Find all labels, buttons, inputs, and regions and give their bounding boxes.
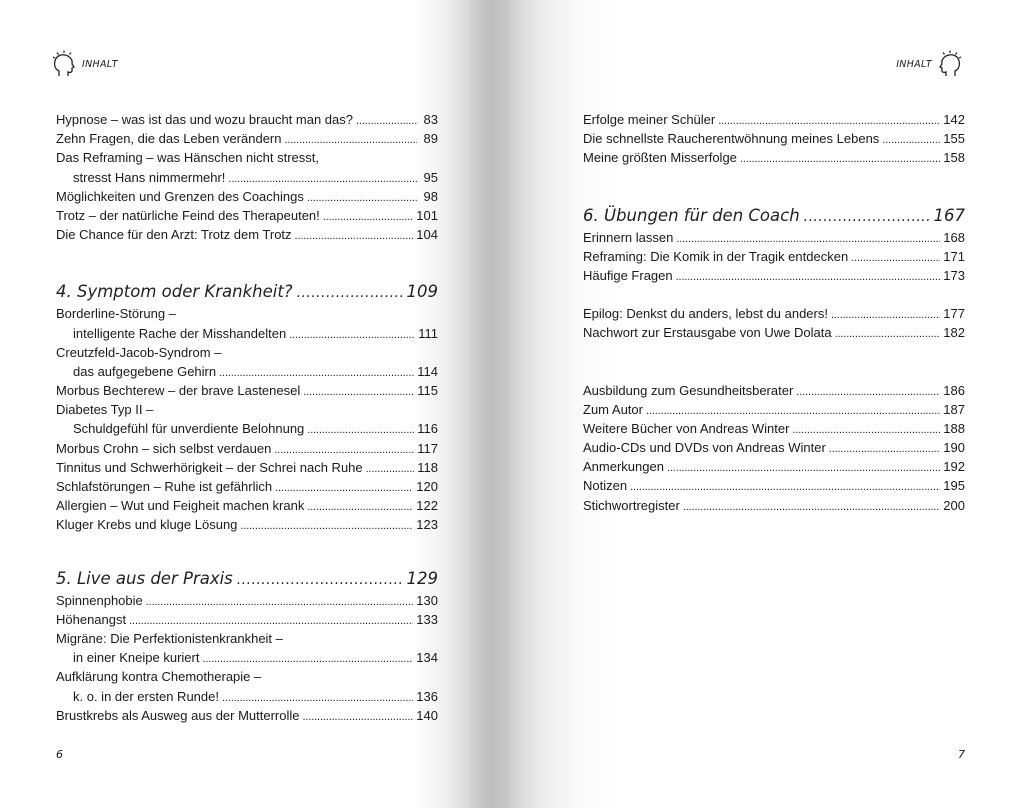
toc-entry[interactable]: Die Chance für den Arzt: Trotz dem Trotz . . . 104 <box>56 225 438 244</box>
toc-entry[interactable]: Häufige Fragen . . . 173 <box>583 266 965 285</box>
toc-entry[interactable]: Notizen . . . 195 <box>583 476 965 495</box>
toc-entry[interactable]: Epilog: Denkst du anders, lebst du anders! . . . 177 <box>583 304 965 323</box>
toc-entry[interactable]: Morbus Crohn – sich selbst verdauen . . . 117 <box>56 439 438 458</box>
right-running-header <box>896 50 962 78</box>
toc-entry[interactable]: Hypnose – was ist das und wozu braucht man das? . . . 83 <box>56 110 438 129</box>
toc-entry[interactable]: Morbus Bechterew – der brave Lastenesel . . . 115 <box>56 381 438 400</box>
toc-entry[interactable]: Meine größten Misserfolge . . . 158 <box>583 148 965 167</box>
toc-entry[interactable]: Brustkrebs als Ausweg aus der Mutterrolle . . . 140 <box>56 706 438 725</box>
running-header-label: INHALT <box>896 58 932 70</box>
head-thinking-icon <box>936 50 962 78</box>
toc-entry[interactable]: Höhenangst . . . 133 <box>56 610 438 629</box>
toc-entry[interactable]: Borderline-Störung – intelligente Rache der Misshandelten . . . 111 <box>56 304 438 342</box>
toc-entry[interactable]: Ausbildung zum Gesundheitsberater . . . 186 <box>583 381 965 400</box>
toc-section-heading[interactable]: 4. Symptom oder Krankheit? . . . 109 <box>56 280 438 304</box>
toc-entry[interactable]: Weitere Bücher von Andreas Winter . . . 188 <box>583 419 965 438</box>
toc-entry[interactable]: Aufklärung kontra Chemotherapie – k. o. in der ersten Runde! . . . 136 <box>56 667 438 705</box>
toc-section-heading[interactable]: 6. Übungen für den Coach . . . 167 <box>583 204 965 228</box>
toc-entry[interactable]: Das Reframing – was Hänschen nicht stresst, stresst Hans nimmermehr! . . . 95 <box>56 148 438 186</box>
toc-entry[interactable]: Nachwort zur Erstausgabe von Uwe Dolata . . . 182 <box>583 323 965 342</box>
head-thinking-icon <box>52 50 78 78</box>
toc-entry[interactable]: Zum Autor . . . 187 <box>583 400 965 419</box>
left-running-header <box>52 50 118 78</box>
toc-entry[interactable]: Kluger Krebs und kluge Lösung . . . 123 <box>56 515 438 534</box>
toc-entry[interactable]: Trotz – der natürliche Feind des Therapeuten! . . . 101 <box>56 206 438 225</box>
toc-right-column <box>583 110 965 515</box>
toc-entry[interactable]: Migräne: Die Perfektionistenkrankheit – in einer Kneipe kuriert . . . 134 <box>56 629 438 667</box>
toc-entry[interactable]: Anmerkungen . . . 192 <box>583 457 965 476</box>
toc-entry[interactable]: Schlafstörungen – Ruhe ist gefährlich . . . 120 <box>56 477 438 496</box>
toc-entry[interactable]: Diabetes Typ II – Schuldgefühl für unverdiente Belohnung . . . 116 <box>56 400 438 438</box>
toc-entry[interactable]: Stichwortregister . . . 200 <box>583 496 965 515</box>
left-page <box>0 0 470 808</box>
toc-section-heading[interactable]: 5. Live aus der Praxis . . . 129 <box>56 567 438 591</box>
toc-entry[interactable]: Audio-CDs und DVDs von Andreas Winter . . . 190 <box>583 438 965 457</box>
toc-entry[interactable]: Reframing: Die Komik in der Tragik entdecken . . . 171 <box>583 247 965 266</box>
toc-left-column <box>56 110 438 725</box>
toc-entry[interactable]: Spinnenphobie . . . 130 <box>56 591 438 610</box>
toc-entry[interactable]: Tinnitus und Schwerhörigkeit – der Schrei nach Ruhe . . . 118 <box>56 458 438 477</box>
toc-entry[interactable]: Möglichkeiten und Grenzen des Coachings . . . 98 <box>56 187 438 206</box>
toc-entry[interactable]: Creutzfeld-Jacob-Syndrom – das aufgegebene Gehirn . . . 114 <box>56 343 438 381</box>
page-number: 6 <box>56 748 63 761</box>
running-header-label: INHALT <box>82 58 118 70</box>
toc-entry[interactable]: Zehn Fragen, die das Leben verändern . . . 89 <box>56 129 438 148</box>
toc-entry[interactable]: Erinnern lassen . . . 168 <box>583 228 965 247</box>
toc-entry[interactable]: Erfolge meiner Schüler . . . 142 <box>583 110 965 129</box>
page-number: 7 <box>958 748 965 761</box>
toc-entry[interactable]: Die schnellste Raucherentwöhnung meines Lebens . . . 155 <box>583 129 965 148</box>
toc-entry[interactable]: Allergien – Wut und Feigheit machen krank . . . 122 <box>56 496 438 515</box>
book-gutter <box>470 0 510 808</box>
